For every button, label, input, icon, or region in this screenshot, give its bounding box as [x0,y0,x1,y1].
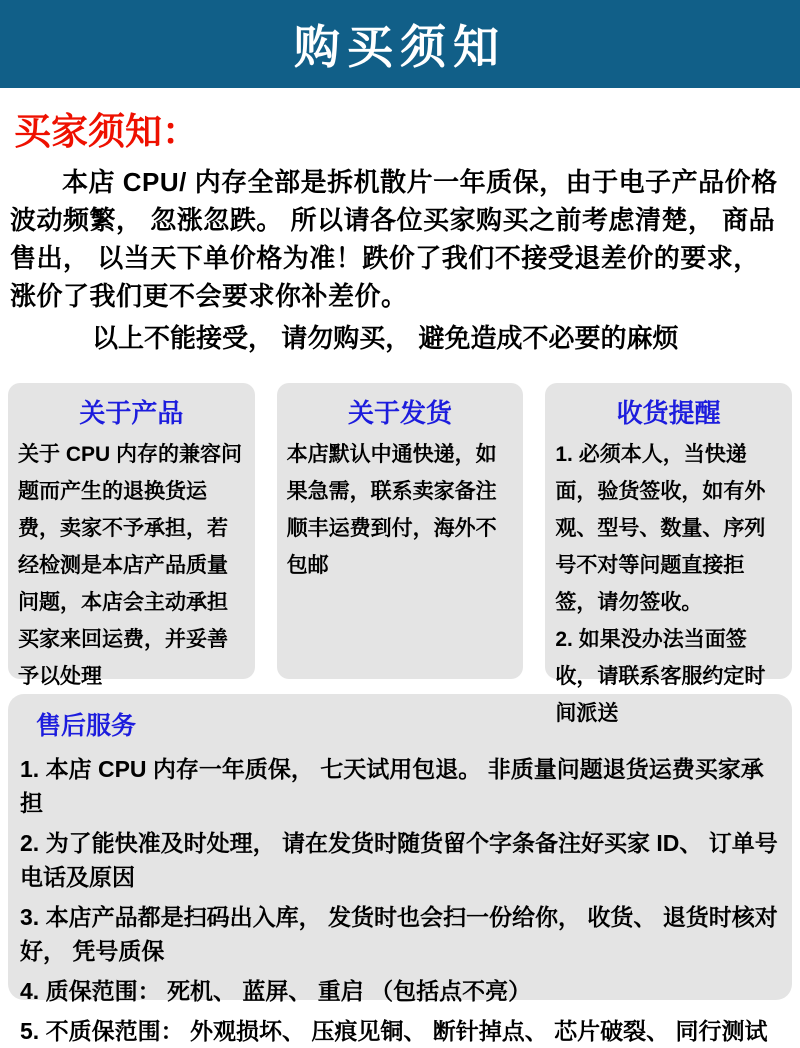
card-about-product [8,383,255,688]
card-about-shipping [277,383,524,679]
buyer-notice-warning-line: 以上不能接受， 请勿购买， 避免造成不必要的麻烦 [92,323,679,353]
after-sales-item-3: 3. 本店产品都是扫码出入库， 发货时也会扫一份给你， 收货、 退货时核对好， 凭号质保 [20,904,778,964]
card-receiving-reminder [545,383,792,725]
after-sales-item-5: 5. 不质保范围： 外观损坏、 压痕见铜、 断针掉点、 芯片破裂、 同行测试 [20,1018,768,1044]
card-about-product-text: 关于 CPU 内存的兼容问题而产生的退换货运费，卖家不予承担，若经检测是本店产品质量问题，本店会主动承担买家来回运费，并妥善予以处理 [18,443,243,688]
after-sales-item-4: 4. 质保范围： 死机、 蓝屏、 重启 （包括点不亮） [20,978,532,1004]
after-sales-item-1: 1. 本店 CPU 内存一年质保， 七天试用包退。 非质量问题退货运费买家承担 [20,756,764,816]
info-cards-row [8,383,792,725]
card-about-product-title: 关于产品 [79,398,184,428]
card-receiving-reminder-text-2: 2. 如果没办法当面签收，请联系客服约定时间派送 [555,628,766,725]
after-sales-item-2: 2. 为了能快准及时处理， 请在发货时随货留个字条备注好买家 ID、 订单号电话及原因 [20,830,778,890]
banner [0,0,800,88]
buyer-notice-paragraph: 本店 CPU/ 内存全部是拆机散片一年质保，由于电子产品价格波动频繁， 忽涨忽跌。 所以请各位买家购买之前考虑清楚， 商品售出， 以当天下单价格为准！跌价了我们不接受退差价的要求， 涨价了我们更不会要求你补差价。 [10,167,778,311]
buyer-notice-heading: 买家须知： [14,111,199,152]
card-about-shipping-text: 本店默认中通快递，如果急需，联系卖家备注顺丰运费到付，海外不包邮 [286,443,497,577]
after-sales-section [8,694,792,1044]
page-title: 购买须知 [294,21,506,73]
card-receiving-reminder-text-1: 1. 必须本人，当快递面，验货签收，如有外观、型号、数量、序列号不对等问题直接拒签，请勿签收。 [555,443,766,614]
buyer-notice-section [0,101,800,357]
card-about-shipping-title: 关于发货 [348,398,453,428]
after-sales-title: 售后服务 [36,712,137,740]
card-receiving-reminder-title: 收货提醒 [616,398,721,428]
